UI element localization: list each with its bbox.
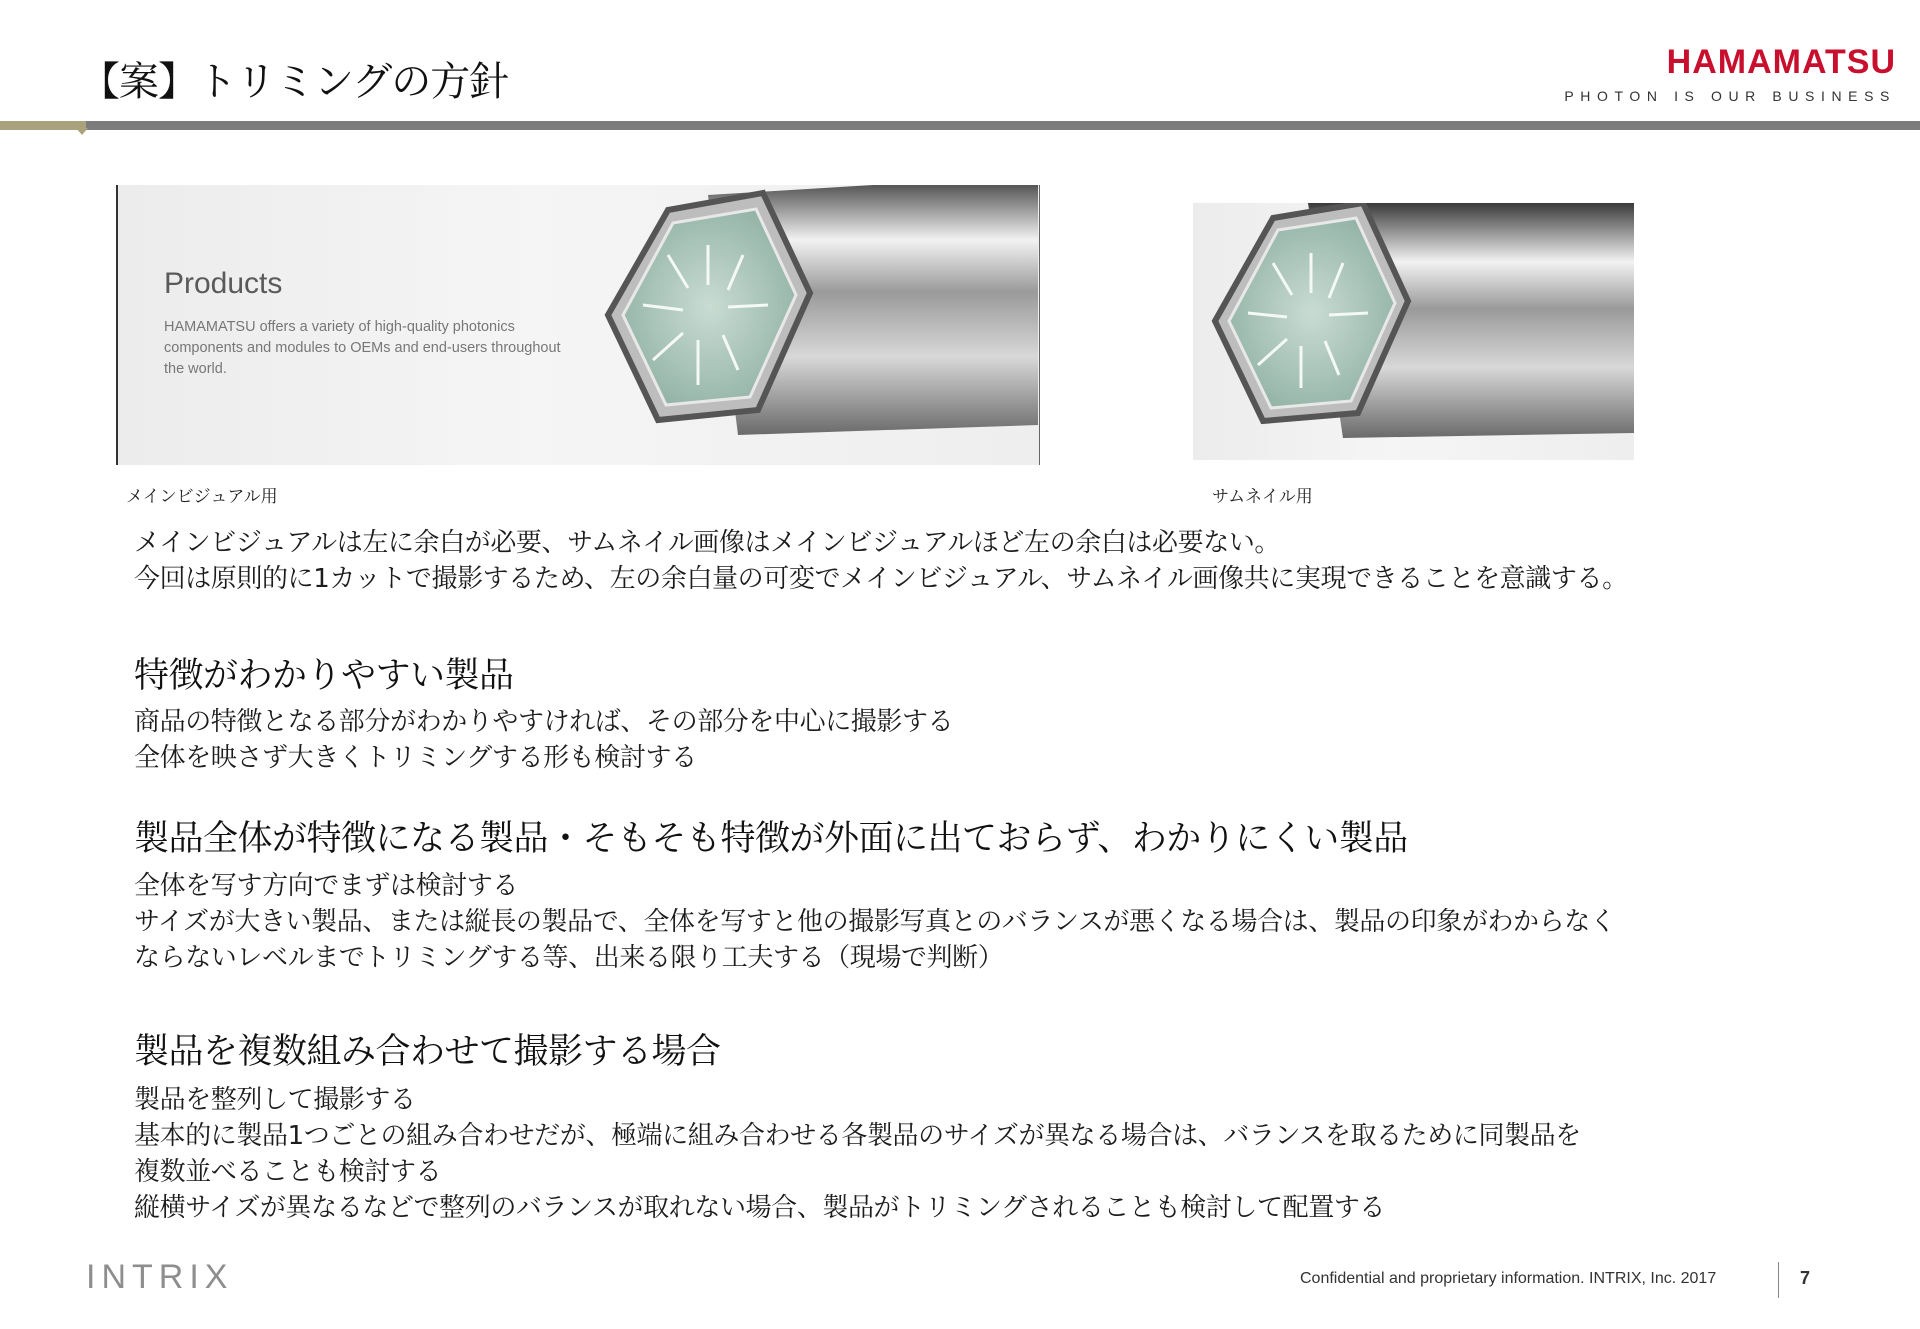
section-line: 全体を写す方向でまずは検討する xyxy=(134,871,519,901)
section-heading: 製品を複数組み合わせて撮影する場合 xyxy=(134,1032,721,1072)
intro-line: メインビジュアルは左に余白が必要、サムネイル画像はメインビジュアルほど左の余白は必要ない。 xyxy=(134,528,1281,558)
section-body xyxy=(134,704,953,776)
main-visual-heading: Products xyxy=(164,267,283,300)
section-line: 全体を映さず大きくトリミングする形も検討する xyxy=(134,743,697,773)
photomultiplier-tube-illustration xyxy=(1193,203,1634,460)
section-line: 商品の特徴となる部分がわかりやすければ、その部分を中心に撮影する xyxy=(134,707,954,737)
section-heading: 特徴がわかりやすい製品 xyxy=(134,656,514,696)
intro-text xyxy=(134,525,1628,597)
main-visual-caption: メインビジュアル用 xyxy=(126,487,278,507)
logo-wordmark: HAMAMATSU xyxy=(1666,43,1896,81)
intro-line: 今回は原則的に1カットで撮影するため、左の余白量の可変でメインビジュアル、サムネイル画像共に実現できることを意識する。 xyxy=(134,564,1628,594)
section-line: ならないレベルまでトリミングする等、出来る限り工夫する（現場で判断） xyxy=(134,943,1004,973)
thumbnail-image xyxy=(1193,203,1634,460)
page-number: 7 xyxy=(1800,1268,1811,1288)
intrix-logo: INTRIX xyxy=(86,1258,234,1296)
main-visual-text: HAMAMATSU offers a variety of high-quality photonics components and modules to OEMs and end-users throughout the world. xyxy=(164,319,561,377)
section-heading: 製品全体が特徴になる製品・そもそも特徴が外面に出ておらず、わかりにくい製品 xyxy=(134,819,1408,859)
page-title: 【案】トリミングの方針 xyxy=(80,59,509,105)
section-body xyxy=(134,1082,1581,1226)
section-line: 縦横サイズが異なるなどで整列のバランスが取れない場合、製品がトリミングされることも検討して配置する xyxy=(134,1193,1386,1223)
photomultiplier-tube-illustration xyxy=(578,185,1038,465)
footer-divider xyxy=(1778,1262,1779,1298)
main-visual-image xyxy=(116,185,1040,465)
hamamatsu-logo xyxy=(1556,44,1896,104)
confidentiality-note: Confidential and proprietary information. INTRIX, Inc. 2017 xyxy=(1300,1270,1717,1287)
thumbnail-caption: サムネイル用 xyxy=(1212,487,1313,507)
section-line: 複数並べることも検討する xyxy=(134,1157,442,1187)
logo-tagline: PHOTON IS OUR BUSINESS xyxy=(1564,88,1896,104)
section-line: サイズが大きい製品、または縦長の製品で、全体を写すと他の撮影写真とのバランスが悪くなる場合は、製品の印象がわからなく xyxy=(134,907,1616,937)
header-rule-notch xyxy=(76,128,88,135)
header-rule-accent xyxy=(0,121,86,130)
section-body xyxy=(134,868,1615,976)
section-line: 製品を整列して撮影する xyxy=(134,1085,416,1115)
section-line: 基本的に製品1つごとの組み合わせだが、極端に組み合わせる各製品のサイズが異なる場合は、バランスを取るために同製品を xyxy=(134,1121,1581,1151)
header-rule xyxy=(86,121,1920,130)
